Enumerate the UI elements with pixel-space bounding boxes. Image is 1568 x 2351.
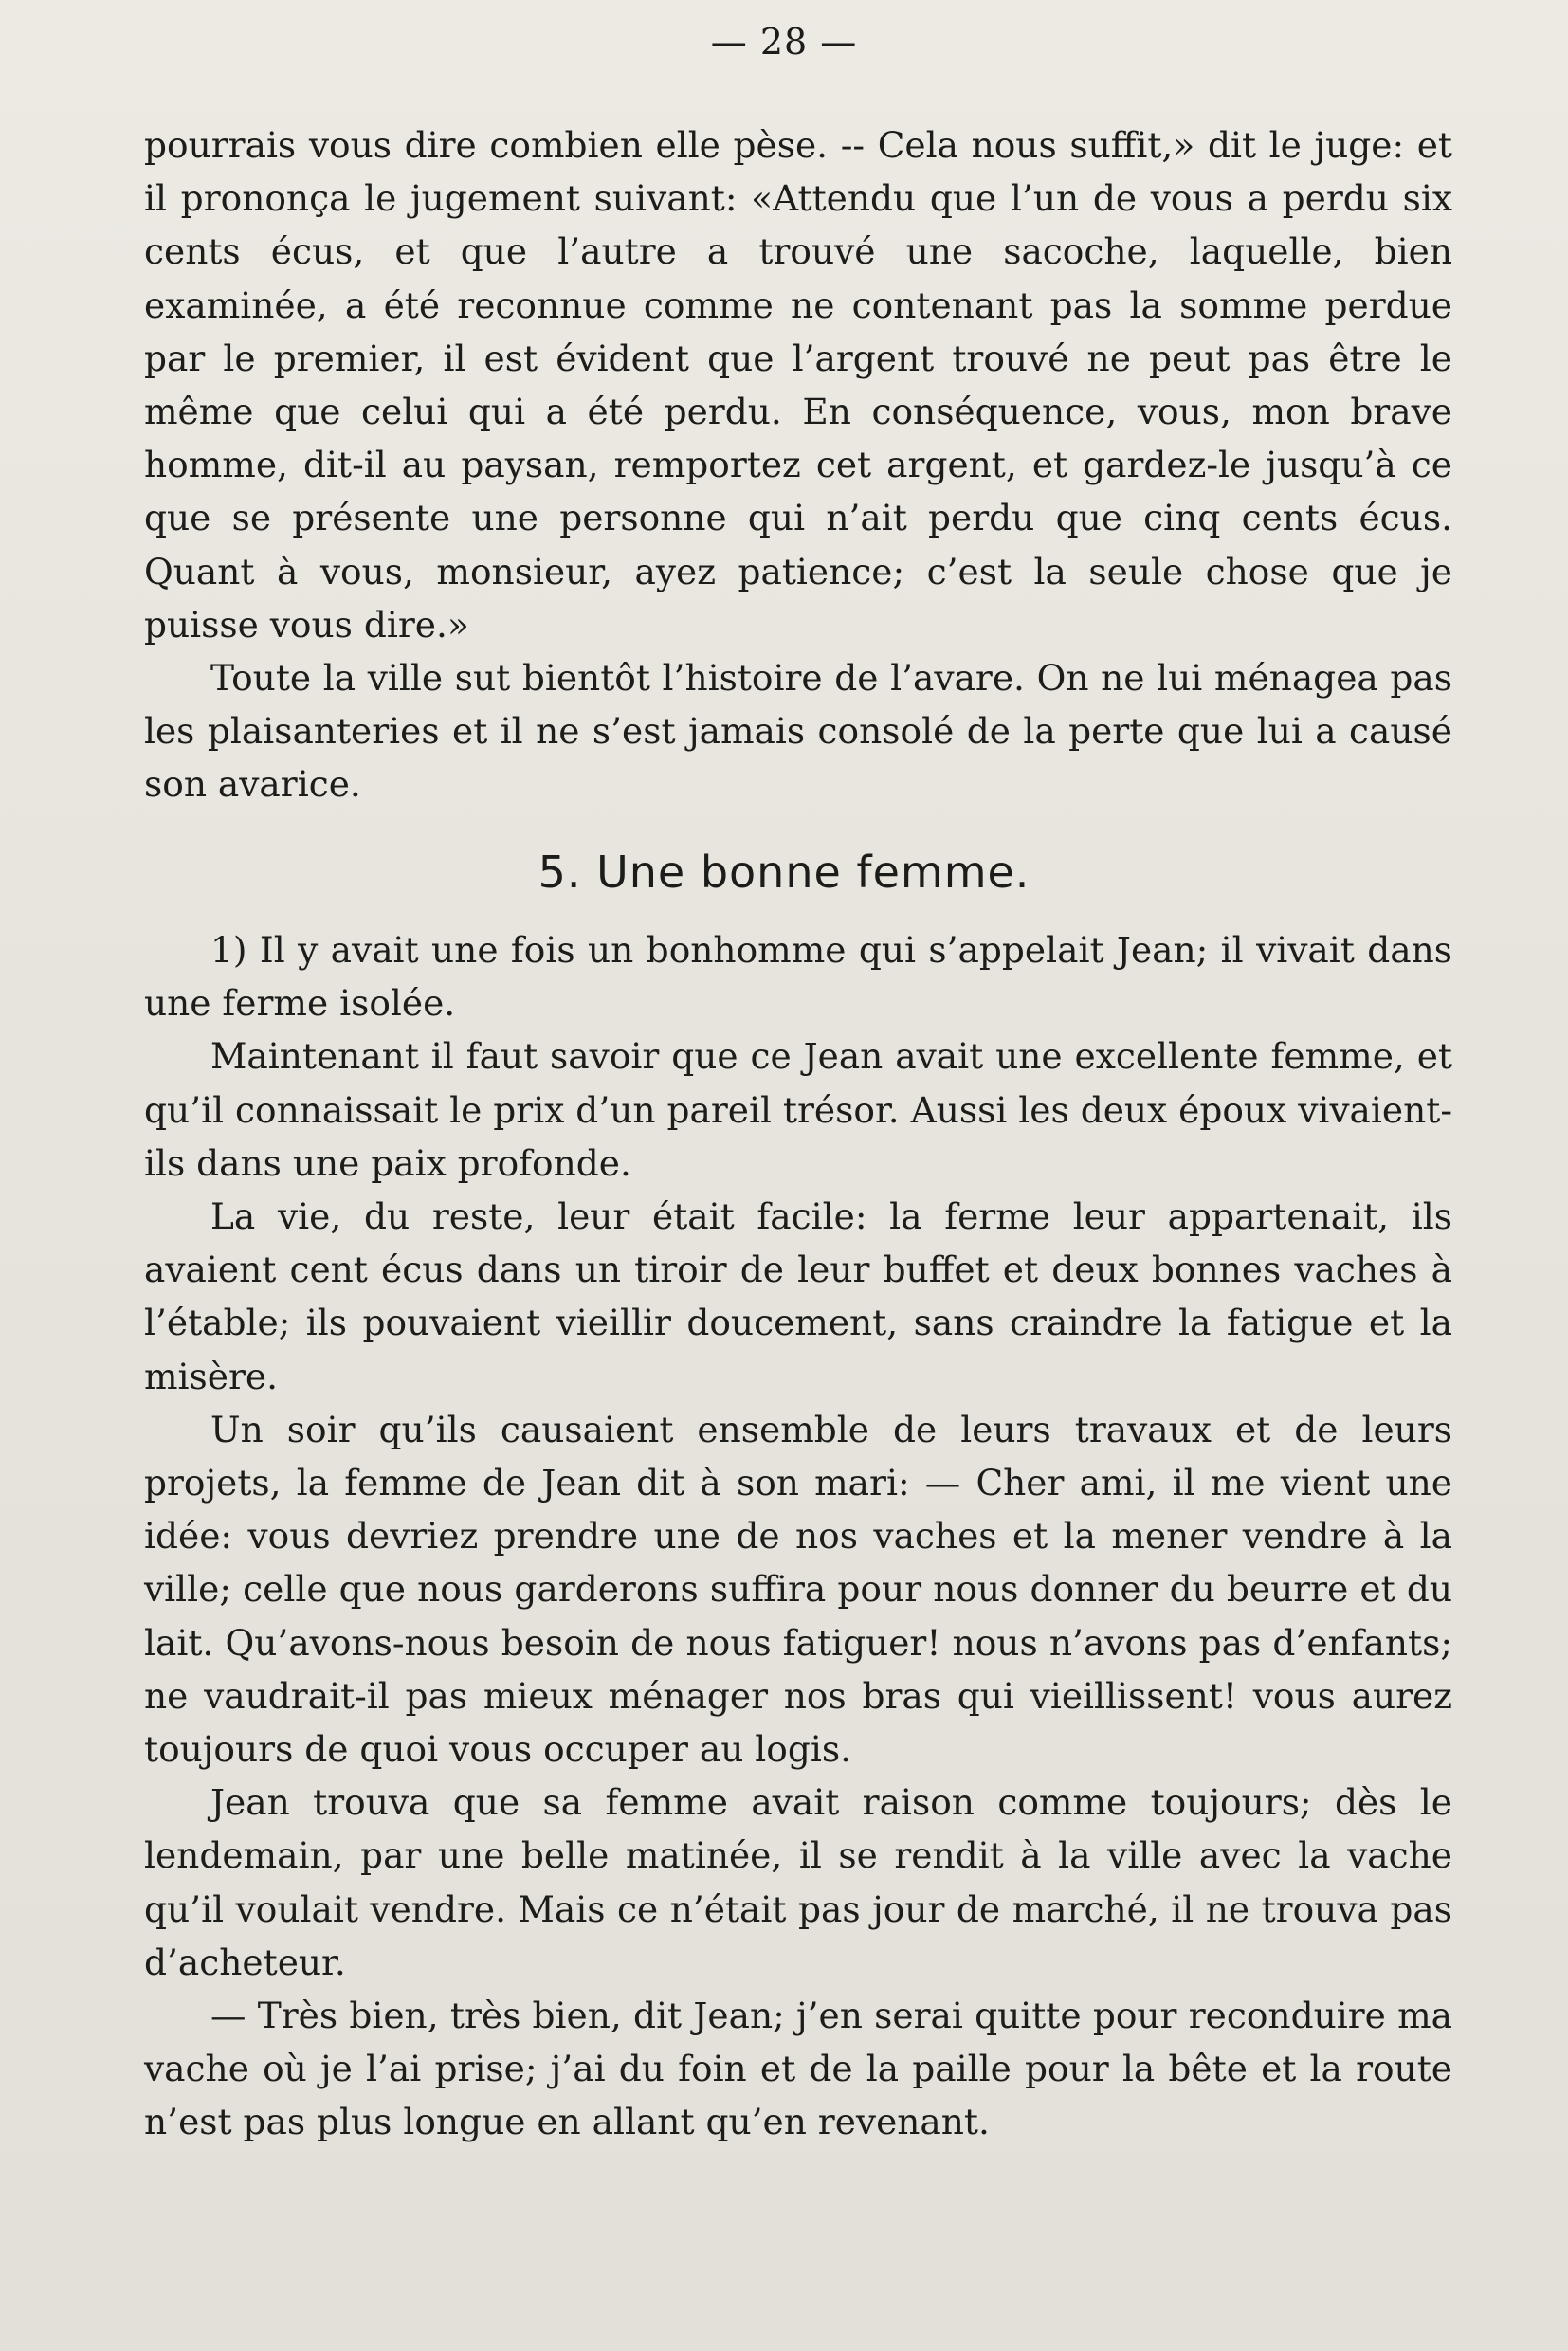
section-title: 5. Une bonne femme.	[538, 847, 1030, 898]
paragraph-market: Jean trouva que sa femme avait raison comme toujours; dès le lendemain, par une belle matinée, il se rendit à la ville avec la vache qu’il voulait vendre. Mais ce n’était pas jour de marché, il ne trouva pas d’acheteur.	[144, 1781, 1452, 1983]
paragraph-intro: 1) Il y avait une fois un bonhomme qui s’appelait Jean; il vivait dans une ferme isolée.	[144, 929, 1452, 1025]
section-text-block	[144, 923, 1452, 2149]
paragraph-return: — Très bien, très bien, dit Jean; j’en serai quitte pour reconduire ma vache où je l’ai prise; j’ai du foin et de la paille pour la bête et la route n’est pas plus longue en allant qu’en revenant.	[144, 1995, 1452, 2143]
paragraph-easy-life: La vie, du reste, leur était facile: la ferme leur appartenait, ils avaient cent écus dans un tiroir de leur buffet et deux bonnes vaches à l’étable; ils pouvaient vieillir doucement, sans craindre la fatigue et la misère.	[144, 1195, 1452, 1397]
top-text-block	[144, 118, 1452, 811]
paragraph-good-wife: Maintenant il faut savoir que ce Jean avait une excellente femme, et qu’il connaissait le prix d’un pareil trésor. Aussi les deux époux vivaient-ils dans une paix profonde.	[144, 1035, 1452, 1184]
paragraph-idea: Un soir qu’ils causaient ensemble de leurs travaux et de leurs projets, la femme de Jean dit à son mari: — Cher ami, il me vient une idée: vous devriez prendre une de nos vaches et la mener vendre à la ville; celle que nous garderons suffira pour nous donner du beurre et du lait. Qu’avons-nous besoin de nous fatiguer! nous n’avons pas d’enfants; ne vaudrait-il pas mieux ménager nos bras qui vieillissent! vous aurez toujours de quoi vous occuper au logis.	[144, 1408, 1452, 1771]
page-number: — 28 —	[710, 21, 858, 63]
paragraph-verdict: pourrais vous dire combien elle pèse. -- Cela nous suffit,» dit le juge: et il prononça le jugement suivant: «Attendu que l’un de vous a perdu six cents écus, et que l’autre a trouvé une sacoche, laquelle, bien examinée, a été reconnue comme ne contenant pas la somme perdue par le premier, il est évident que l’argent trouvé ne peut pas être le même que celui qui a été perdu. En conséquence, vous, mon brave homme, dit-il au paysan, remportez cet argent, et gardez-le jusqu’à ce que se présente une personne qui n’ait perdu que cinq cents écus. Quant à vous, monsieur, ayez patience; c’est la seule chose que je puisse vous dire.»	[144, 124, 1452, 646]
paragraph-town-story: Toute la ville sut bientôt l’histoire de l’avare. On ne lui ménagea pas les plaisanteries et il ne s’est jamais consolé de la perte que lui a causé son avarice.	[144, 657, 1452, 806]
